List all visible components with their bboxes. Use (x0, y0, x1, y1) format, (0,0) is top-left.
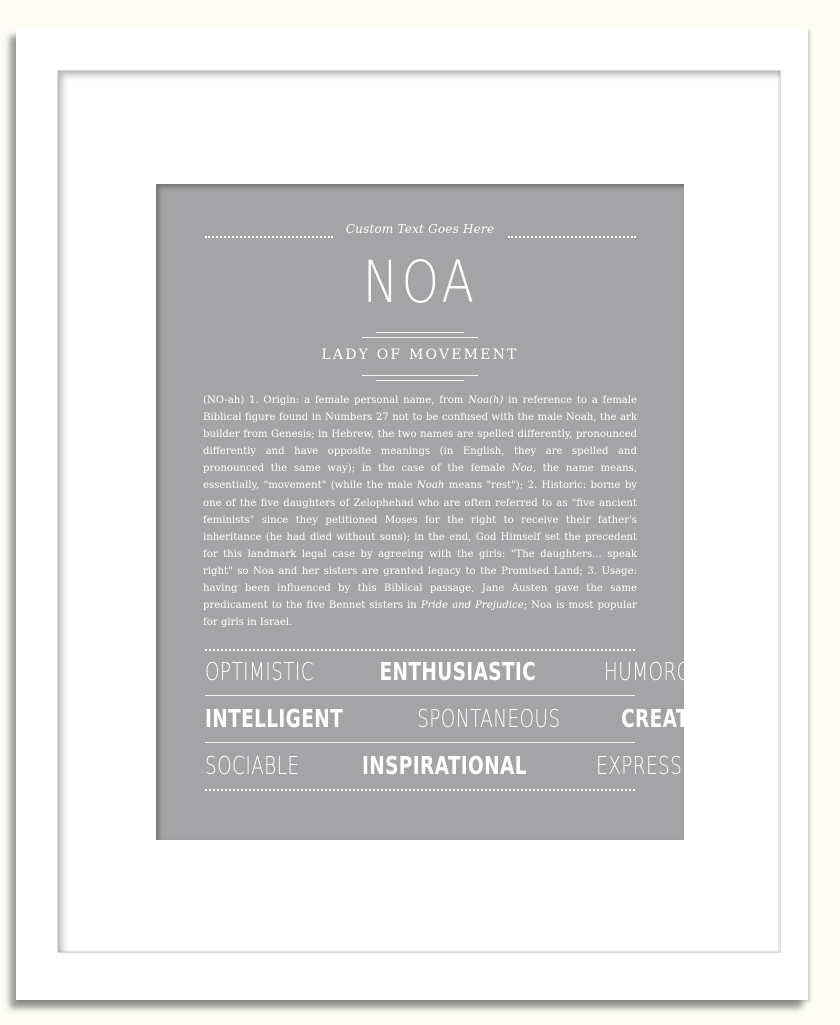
name-title: NOA (362, 248, 478, 316)
tagline-right-rule (508, 236, 636, 238)
trait-row-divider (205, 695, 635, 696)
trait-word: HUMOROUS (603, 657, 718, 686)
trait-row-3 (205, 751, 714, 780)
trait-word: INSPIRATIONAL (361, 751, 527, 780)
name-underline-bottom (362, 337, 478, 338)
trait-row-2 (205, 704, 725, 733)
definition-text: (NO-ah) 1. Origin: a female personal name, from (203, 395, 469, 406)
name-definition (203, 392, 637, 631)
trait-word: ENTHUSIASTIC (379, 657, 537, 686)
trait-word: SOCIABLE (205, 751, 300, 780)
name-underline-top (376, 332, 464, 333)
trait-word: EXPRESSIVE (596, 751, 714, 780)
definition-italic: Noa (511, 463, 533, 475)
definition-text: means "rest"); 2. Historic: borne by one of the five daughters of Zelophehad who are often referred to as "five ancient feminists" since they petitioned Moses for the right to receive their father's inheritance (he had died without sons); in the end, God Himself set the precedent for this landmark legal case by agreeing with the girls: "The daughters... speak right" so Noa and her sisters are granted legacy to the Promised Land; 3. Usage: having been influenced by this Biblical passage, Jane Austen gave the same predicament to the five Bennet sisters in (203, 480, 637, 612)
traits-bottom-rule (205, 789, 635, 791)
meaning-underline-bottom (376, 380, 464, 381)
trait-row-divider (205, 742, 635, 743)
trait-word: INTELLIGENT (205, 704, 344, 733)
traits-top-rule (205, 649, 635, 651)
trait-word: SPONTANEOUS (416, 704, 561, 733)
definition-text: in reference to a female Biblical figure found in Numbers 27 not to be confused with the male Noah, the ark builder from Genesis; in Hebrew, the two names are spelled differently, pronounced differently and have opposite meanings (in English, they are spelled and pronounced the same way); in the case of the female (203, 395, 637, 475)
name-meaning: LADY OF MOVEMENT (321, 347, 519, 363)
trait-word: OPTIMISTIC (205, 657, 315, 686)
tagline-left-rule (205, 236, 333, 238)
meaning-underline-top (362, 375, 478, 376)
trait-row-1 (205, 657, 718, 686)
trait-word: CREATIVE (621, 704, 725, 733)
custom-tagline: Custom Text Goes Here (345, 222, 495, 236)
definition-italic: Noa(h) (468, 395, 504, 406)
name-print (156, 184, 725, 840)
definition-italic: Noah (416, 480, 445, 492)
definition-text: , the name means, essentially, "movement" (while the male (203, 463, 638, 492)
definition-text: ; Noa is most popular for girls in Israel. (203, 600, 638, 629)
definition-italic: Pride and Prejudice (420, 600, 524, 612)
